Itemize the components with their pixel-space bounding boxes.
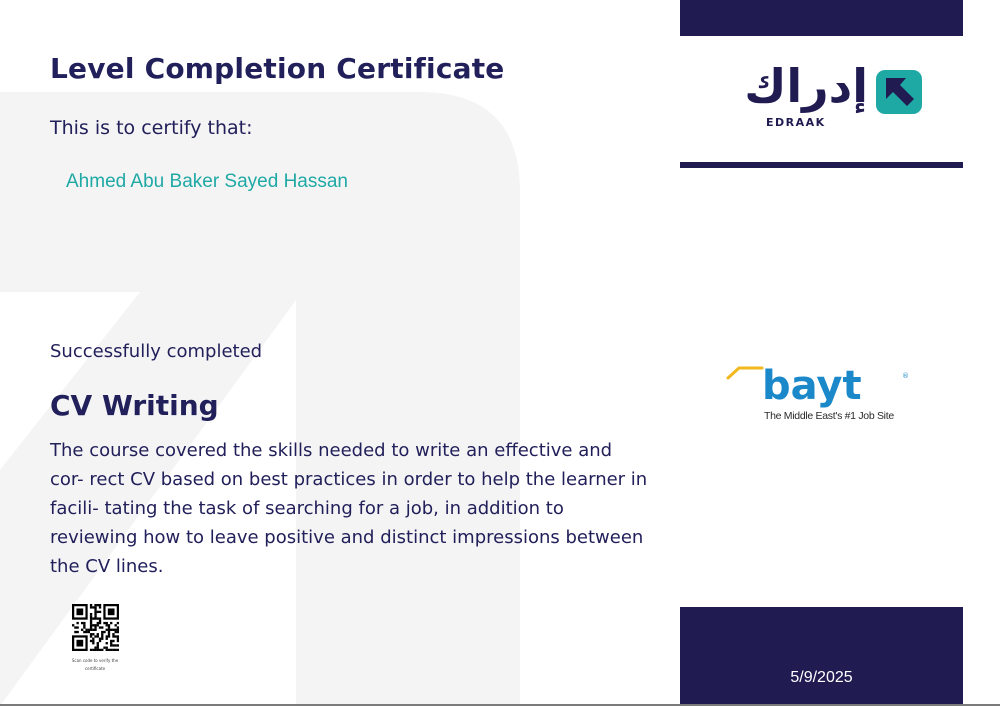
registered-mark: ® bbox=[902, 372, 909, 380]
top-navy-bar bbox=[680, 0, 963, 36]
completed-text: Successfully completed bbox=[50, 341, 263, 362]
arrow-up-left-icon bbox=[876, 70, 922, 114]
bayt-wordmark: bayt bbox=[762, 363, 862, 409]
qr-code[interactable] bbox=[72, 604, 119, 651]
qr-caption: Scan code to verify the certificate bbox=[71, 658, 119, 671]
bayt-logo bbox=[726, 362, 916, 428]
roof-icon bbox=[726, 364, 766, 380]
certify-text: This is to certify that: bbox=[50, 117, 253, 139]
issue-date: 5/9/2025 bbox=[790, 669, 853, 686]
brand-column bbox=[680, 0, 963, 706]
recipient-name: Ahmed Abu Baker Sayed Hassan bbox=[66, 171, 349, 192]
date-panel bbox=[680, 607, 963, 706]
bayt-tagline: The Middle East's #1 Job Site bbox=[764, 410, 894, 422]
navy-divider bbox=[680, 162, 963, 168]
edraak-latin-wordmark: EDRAAK bbox=[766, 116, 826, 129]
edraak-arabic-wordmark: إدراك bbox=[744, 59, 868, 113]
edraak-logo bbox=[718, 59, 928, 130]
course-title: CV Writing bbox=[50, 389, 219, 422]
certificate-title: Level Completion Certificate bbox=[50, 52, 505, 85]
course-description: The course covered the skills needed to write an effective and cor- rect CV based on best practices in order to help the learner in facili- tating the task of searching for a job, in addition to reviewing how to leave positive and distinct impressions between the CV lines. bbox=[50, 440, 648, 577]
